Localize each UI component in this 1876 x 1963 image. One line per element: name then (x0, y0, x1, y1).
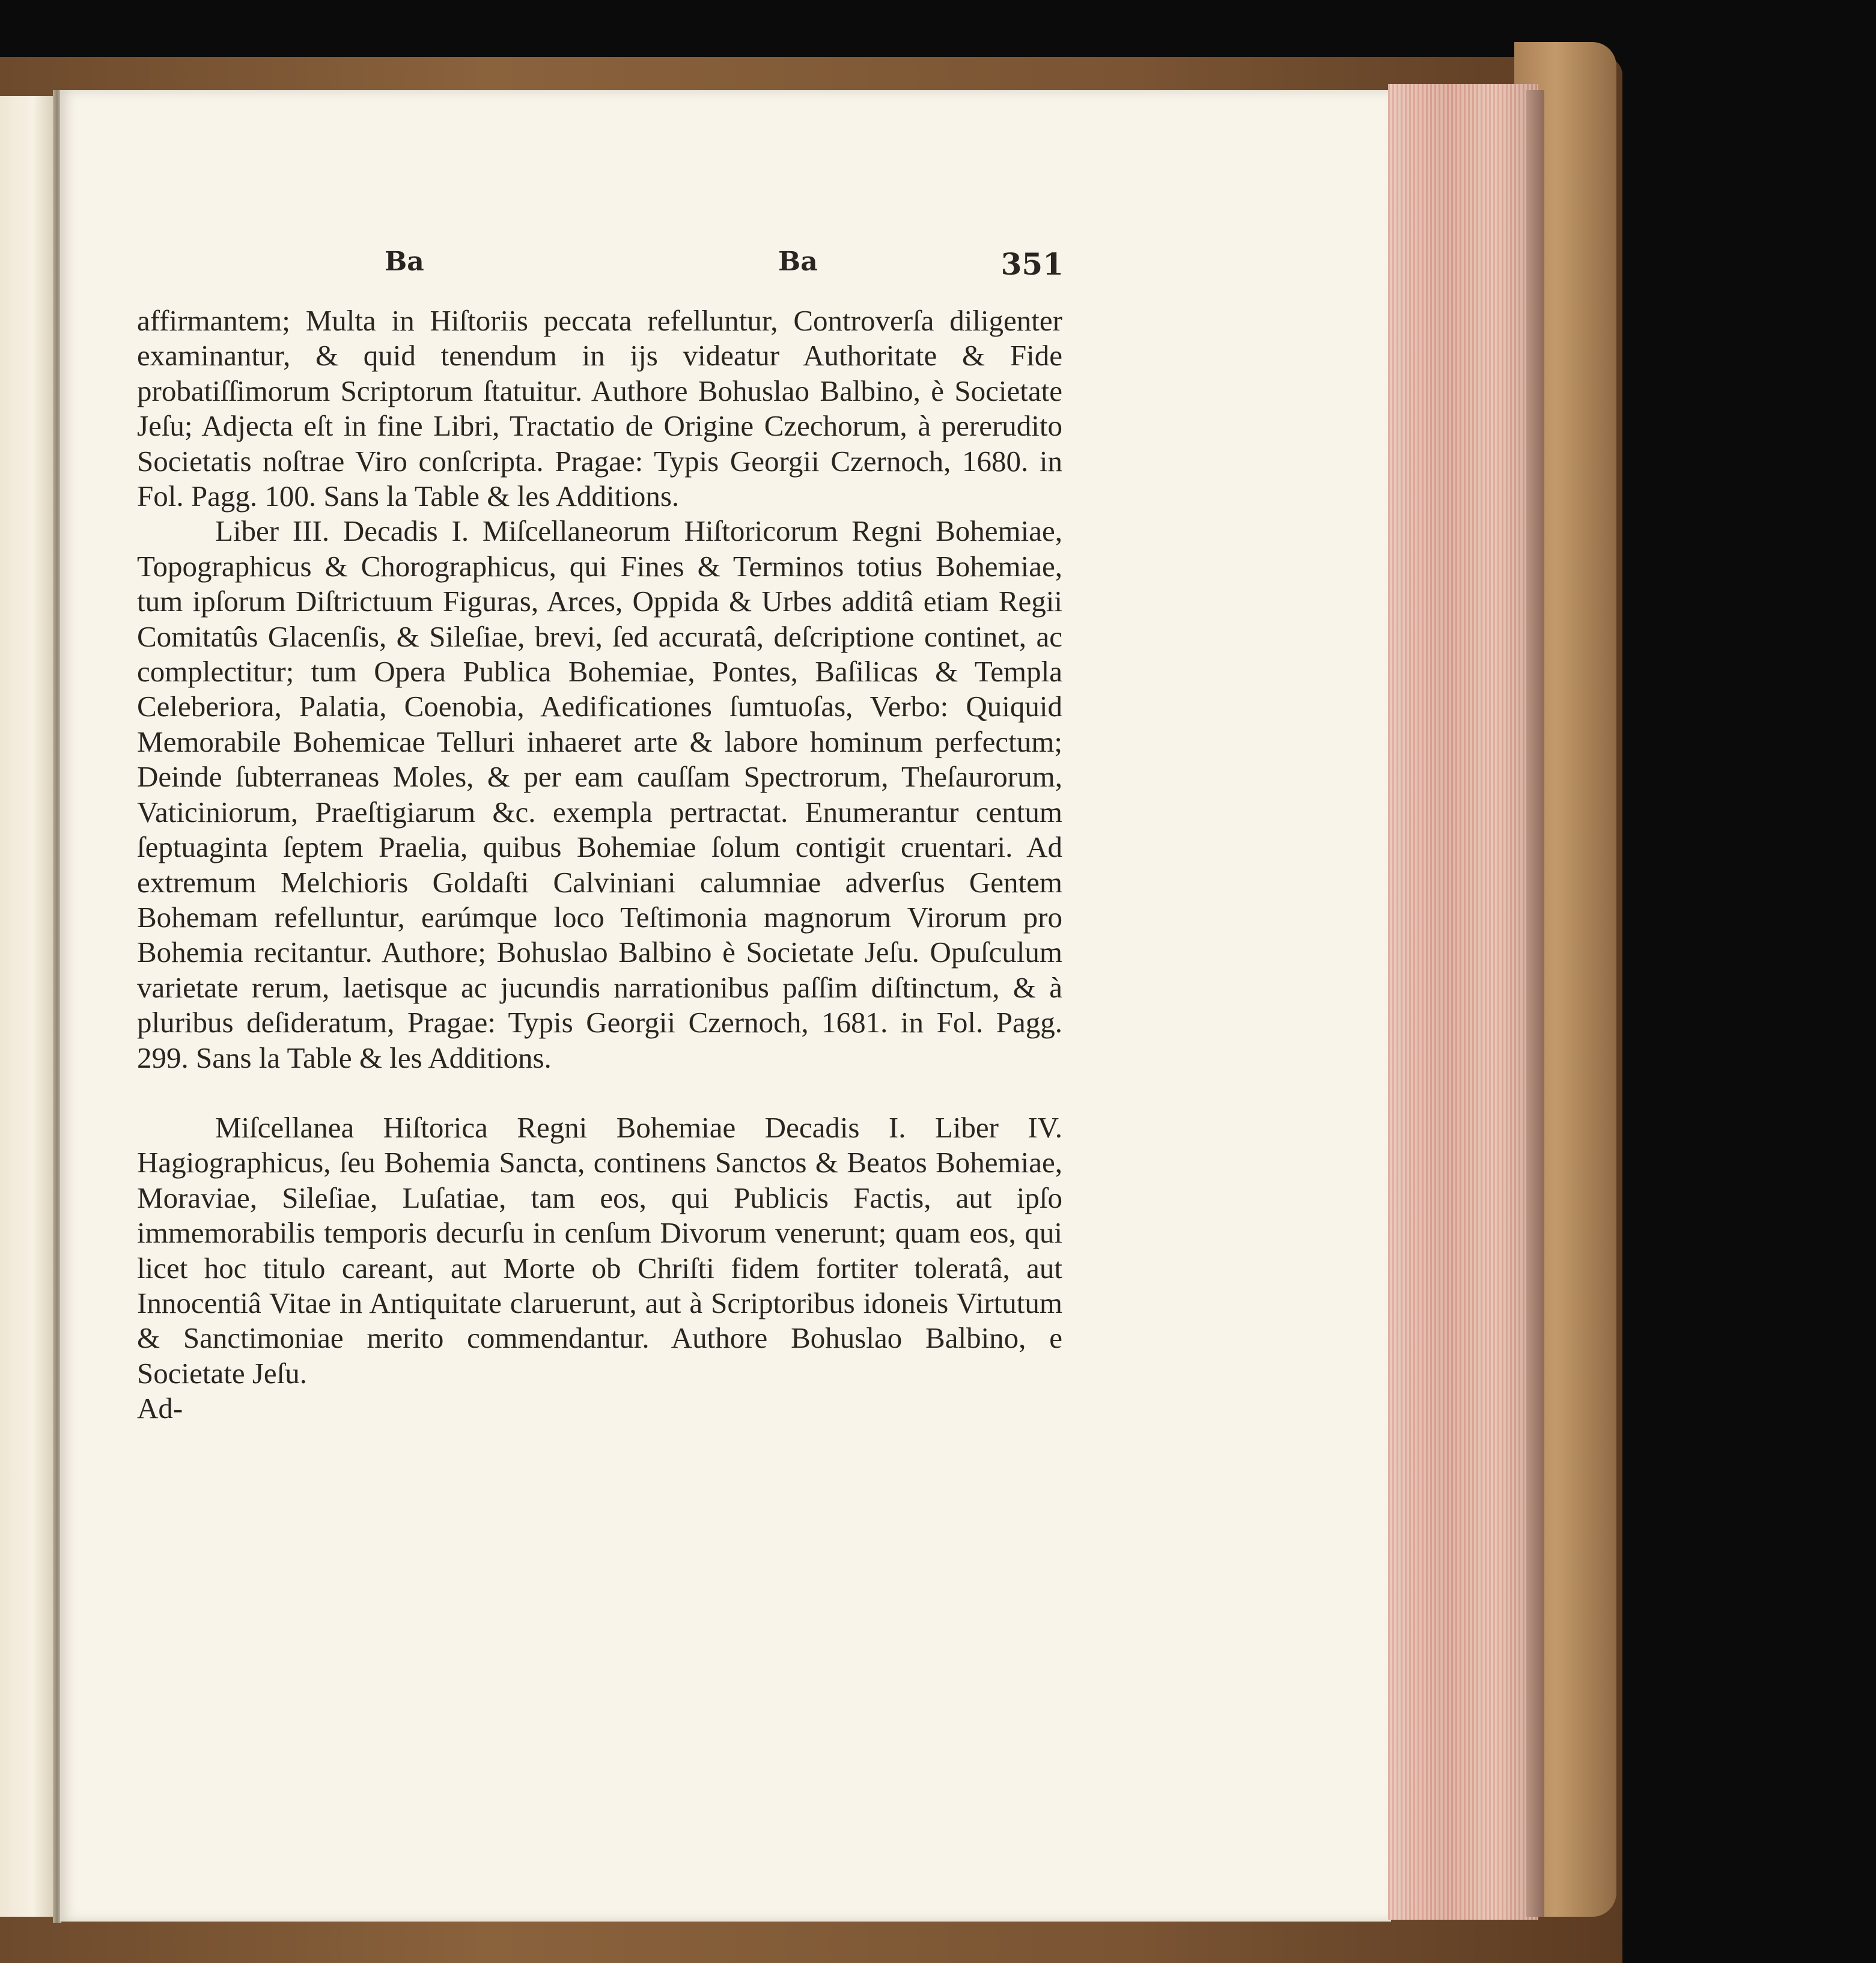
running-head-center: Ba (778, 246, 818, 277)
page-body (137, 303, 1062, 1426)
page-number: 351 (1000, 246, 1064, 282)
running-head-left: Ba (385, 246, 424, 277)
entry-paragraph-liber-iv: Miſcellanea Hiſtorica Regni Bohemiae Decadis I. Liber IV. Hagiographicus, ſeu Bohemia Sancta, continens Sanctos & Beatos Bohemiae, Moraviae, Sileſiae, Luſatiae, tam eos, qui Publicis Factis, aut ipſo immemorabilis temporis decurſu in cenſum Divorum venerunt; quam eos, qui licet hoc titulo careant, aut Morte ob Chriſti fidem fortiter toleratâ, aut Innocentiâ Vitae in Antiquitate claruerunt, aut à Scriptoribus idoneis Virtutum & Sanctimoniae merito commendantur. Authore Bohuslao Balbino, e Societate Jeſu. (137, 1110, 1062, 1390)
page-fore-edge (1388, 84, 1538, 1920)
running-head (385, 246, 1064, 294)
catchword: Ad- (137, 1392, 183, 1425)
paragraph-gap (137, 1076, 1062, 1110)
entry-paragraph-continued: affirmantem; Multa in Hiſtoriis peccata refelluntur, Controverſa diligenter examinantur, & quid tenendum in ijs videatur Authoritate & Fide probatiſſimorum Scriptorum ſtatuitur. Authore Bohuslao Balbino, è Societate Jeſu; Adjecta eſt in fine Libri, Tractatio de Origine Czechorum, à pererudito Societatis noſtrae Viro conſcripta. Pragae: Typis Georgii Czernoch, 1680. in Fol. Pagg. 100. Sans la Table & les Additions. (137, 304, 1062, 513)
left-page-sliver (0, 96, 55, 1917)
page-fore-edge-shadow (1526, 90, 1544, 1917)
entry-paragraph-liber-iii: Liber III. Decadis I. Miſcellaneorum Hiſtoricorum Regni Bohemiae, Topographicus & Chorographicus, qui Fines & Terminos totius Bohemiae, tum ipſorum Diſtrictuum Figuras, Arces, Oppida & Urbes additâ etiam Regii Comitatûs Glacenſis, & Sileſiae, brevi, ſed accuratâ, deſcriptione continet, ac complectitur; tum Opera Publica Bohemiae, Pontes, Baſilicas & Templa Celeberiora, Palatia, Coenobia, Aedificationes ſumtuoſas, Verbo: Quiquid Memorabile Bohemicae Telluri inhaeret arte & labore hominum perfectum; Deinde ſubterraneas Moles, & per eam cauſſam Spectrorum, Theſaurorum, Vaticiniorum, Praeſtigiarum &c. exempla pertractat. Enumerantur centum ſeptuaginta ſeptem Praelia, quibus Bohemiae ſolum contigit cruentari. Ad extremum Melchioris Goldaſti Calviniani calumniae adverſus Gentem Bohemam refelluntur, earúmque loco Teſtimonia magnorum Virorum pro Bohemia recitantur. Authore; Bohuslao Balbino è Societate Jeſu. Opuſculum varietate rerum, laetisque ac jucundis narrationibus paſſim diſtinctum, & à pluribus deſideratum, Pragae: Typis Georgii Czernoch, 1681. in Fol. Pagg. 299. Sans la Table & les Additions. (137, 514, 1062, 1074)
